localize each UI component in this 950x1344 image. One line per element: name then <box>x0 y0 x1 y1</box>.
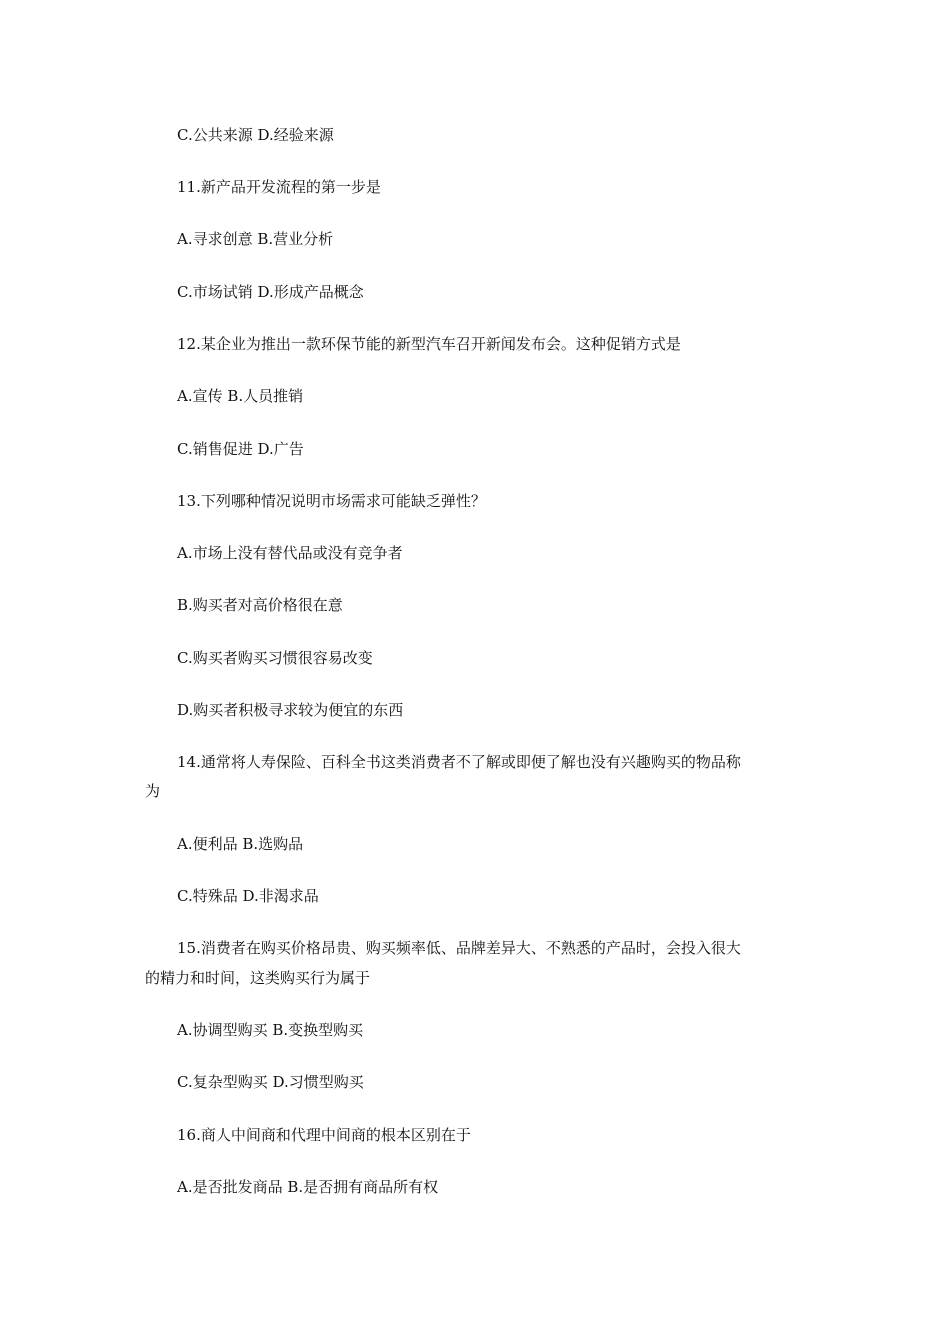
q12-options-ab: A.宣传 B.人员推销 <box>177 387 304 405</box>
question-16: 16.商人中间商和代理中间商的根本区别在于 <box>177 1126 471 1144</box>
question-15-line2: 的精力和时间，这类购买行为属于 <box>145 969 371 987</box>
q14-options-cd: C.特殊品 D.非渴求品 <box>177 887 319 905</box>
q10-options-cd: C.公共来源 D.经验来源 <box>177 126 334 144</box>
question-13: 13.下列哪种情况说明市场需求可能缺乏弹性？ <box>177 492 486 510</box>
question-14-line2: 为 <box>145 782 161 800</box>
q16-options-ab: A.是否批发商品 B.是否拥有商品所有权 <box>177 1178 439 1196</box>
q11-options-ab: A.寻求创意 B.营业分析 <box>177 230 334 248</box>
q14-options-ab: A.便利品 B.选购品 <box>177 835 304 853</box>
q13-option-a: A.市场上没有替代品或没有竞争者 <box>177 544 403 562</box>
question-11: 11.新产品开发流程的第一步是 <box>177 178 381 196</box>
q13-option-b: B.购买者对高价格很在意 <box>177 596 343 614</box>
question-12: 12.某企业为推出一款环保节能的新型汽车召开新闻发布会。这种促销方式是 <box>177 335 681 353</box>
q15-options-ab: A.协调型购买 B.变换型购买 <box>177 1021 364 1039</box>
question-14-line1: 14.通常将人寿保险、百科全书这类消费者不了解或即便了解也没有兴趣购买的物品称 <box>177 753 741 771</box>
q13-option-d: D.购买者积极寻求较为便宜的东西 <box>177 701 404 719</box>
question-15-line1: 15.消费者在购买价格昂贵、购买频率低、品牌差异大、不熟悉的产品时，会投入很大 <box>177 939 741 957</box>
q15-options-cd: C.复杂型购买 D.习惯型购买 <box>177 1073 364 1091</box>
q11-options-cd: C.市场试销 D.形成产品概念 <box>177 283 364 301</box>
q12-options-cd: C.销售促进 D.广告 <box>177 440 304 458</box>
q13-option-c: C.购买者购买习惯很容易改变 <box>177 649 373 667</box>
